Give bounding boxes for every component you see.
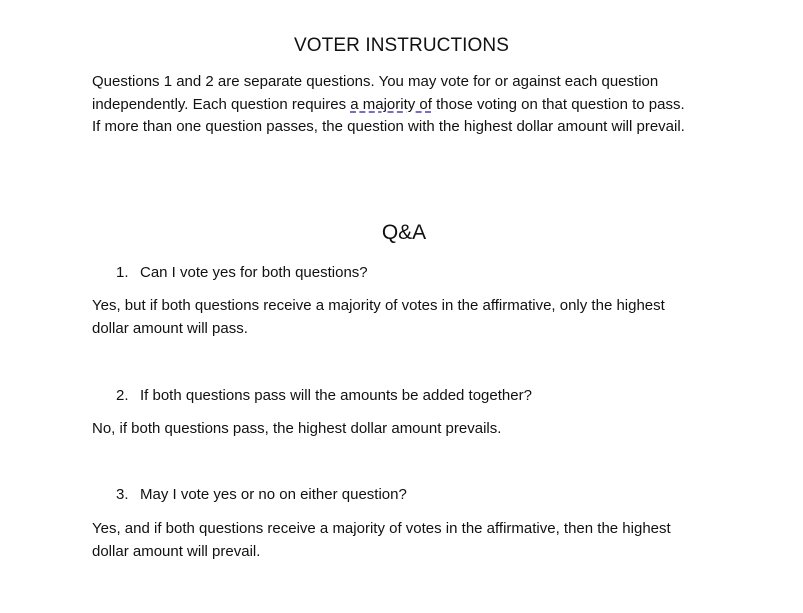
intro-line-2 <box>92 94 732 117</box>
qa-heading: Q&A <box>381 221 427 244</box>
intro-line-2-end: those voting on that question to pass. <box>431 95 685 113</box>
answer-1-line-1: Yes, but if both questions receive a majority of votes in the affirmative, only the highest <box>92 297 665 314</box>
answer-3-line-1: Yes, and if both questions receive a majority of votes in the affirmative, then the highest <box>92 520 671 537</box>
question-1-number: 1. <box>116 264 129 281</box>
intro-paragraph <box>92 71 732 139</box>
question-2-text: If both questions pass will the amounts be added together? <box>140 387 532 404</box>
intro-line-1: Questions 1 and 2 are separate questions. You may vote for or against each question <box>92 73 659 90</box>
answer-3-line-2: dollar amount will prevail. <box>92 543 261 560</box>
question-2 <box>116 386 532 406</box>
document-title: VOTER INSTRUCTIONS <box>293 35 510 56</box>
question-3-text: May I vote yes or no on either question? <box>140 486 407 503</box>
question-2-number: 2. <box>116 387 129 404</box>
answer-3 <box>92 517 712 563</box>
intro-line-2-start: independently. Each question requires <box>92 95 351 113</box>
majority-of-underlined-text: a majority of <box>350 95 432 113</box>
answer-1 <box>92 294 712 340</box>
question-1 <box>116 263 368 283</box>
answer-2-line-1: No, if both questions pass, the highest dollar amount prevails. <box>92 420 502 437</box>
answer-1-line-2: dollar amount will pass. <box>92 320 248 337</box>
intro-line-3: If more than one question passes, the question with the highest dollar amount will prevail. <box>92 118 685 136</box>
question-3 <box>116 485 407 505</box>
question-1-text: Can I vote yes for both questions? <box>140 264 368 281</box>
question-3-number: 3. <box>116 486 129 503</box>
answer-2 <box>92 417 712 440</box>
